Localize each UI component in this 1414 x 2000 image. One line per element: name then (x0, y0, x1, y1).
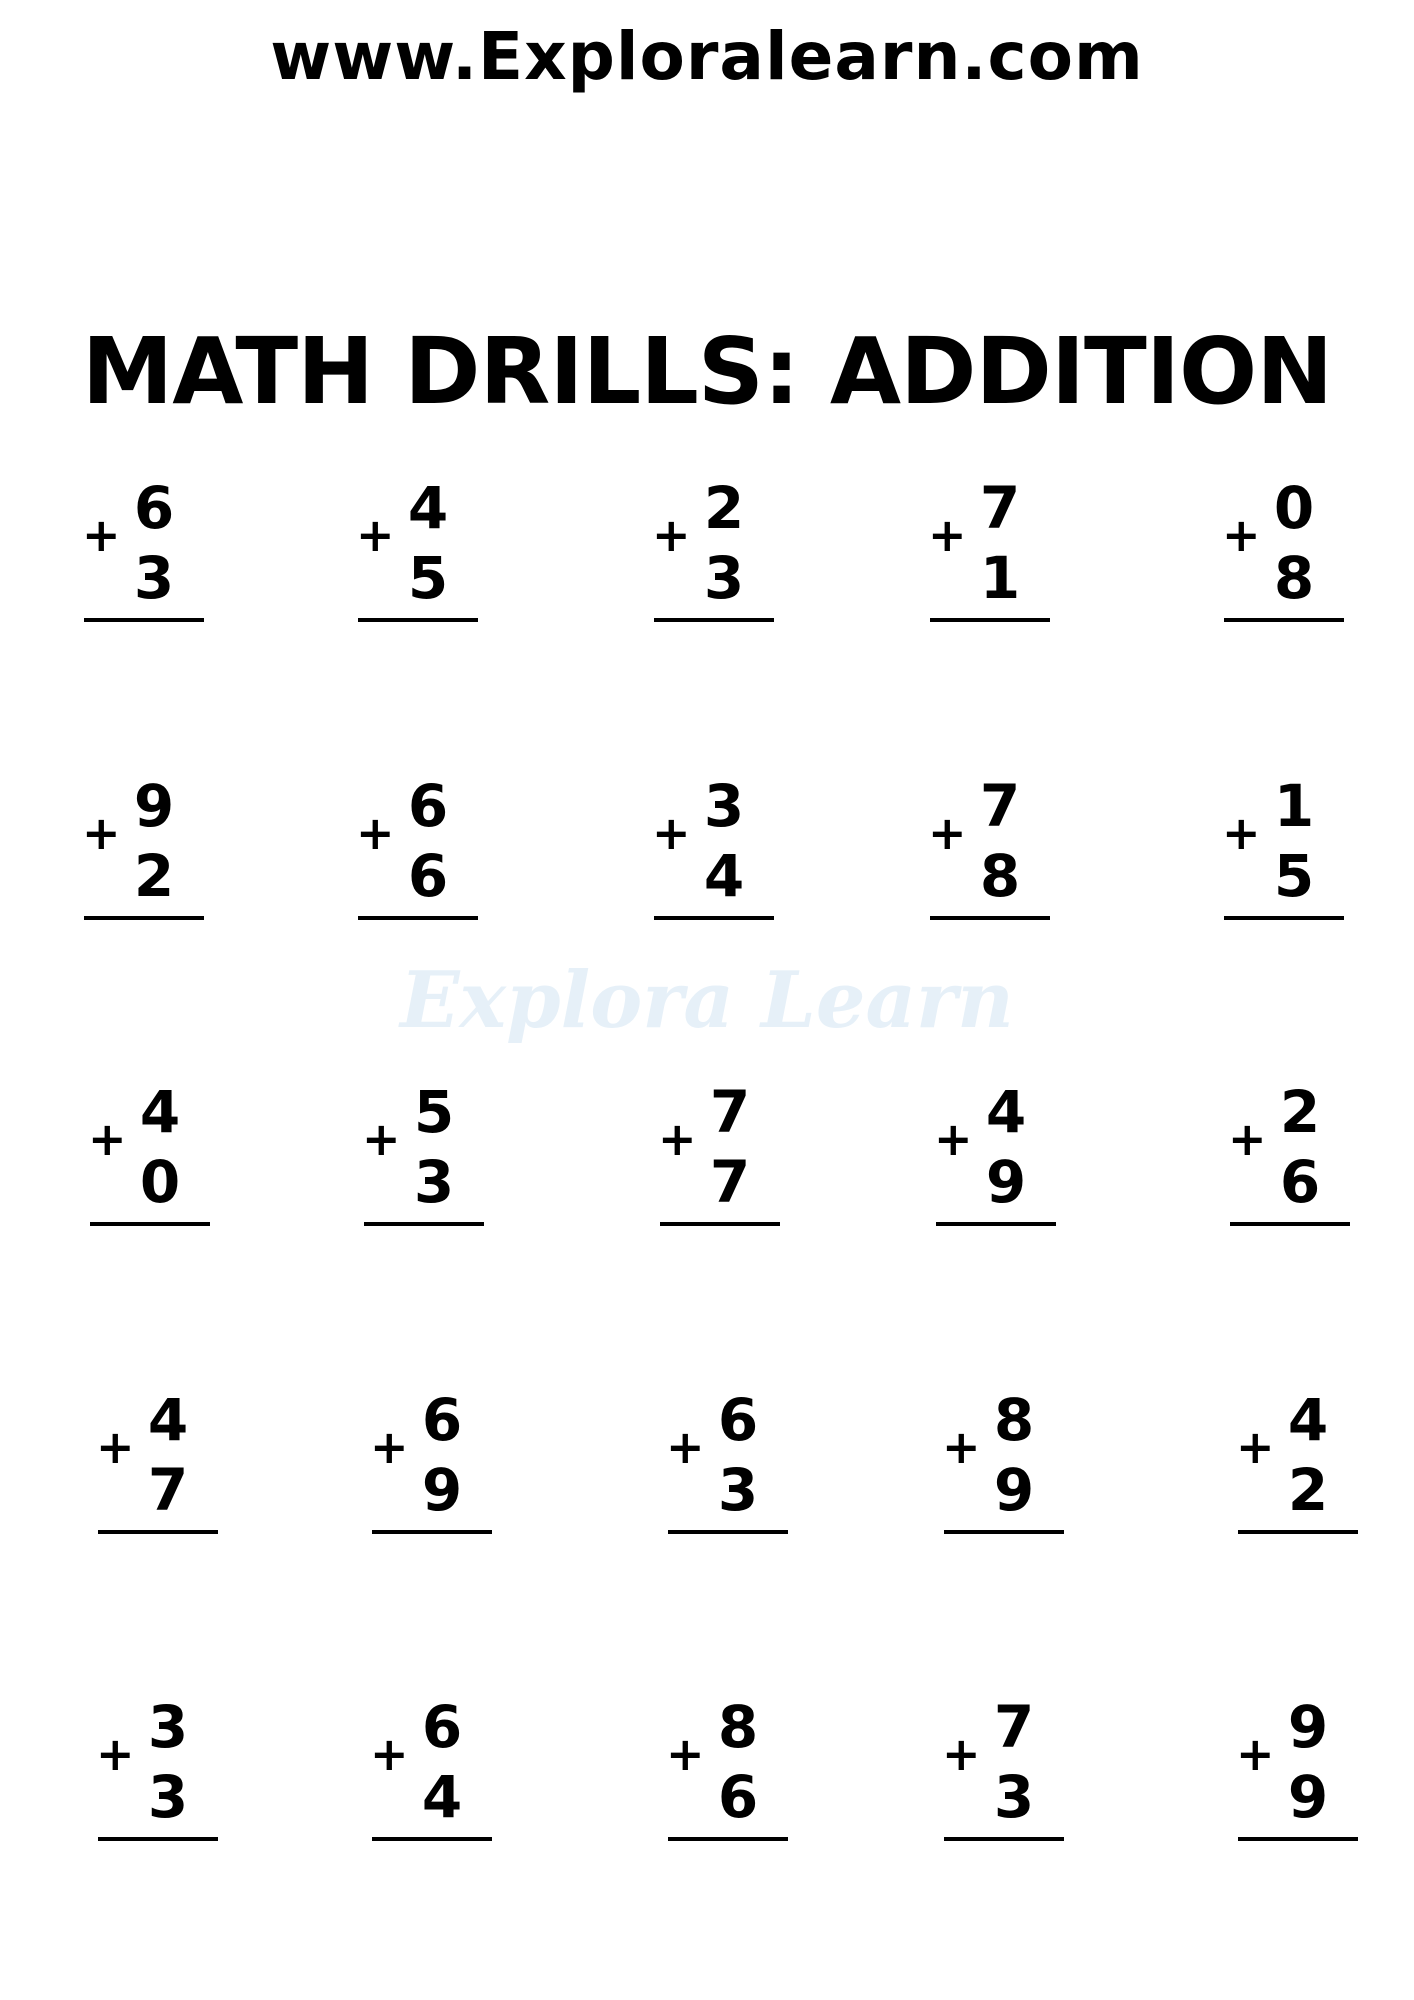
addend-bottom: 3 (133, 544, 175, 612)
plus-sign: + (96, 1727, 135, 1781)
addition-problem (82, 474, 204, 618)
addition-problem (356, 772, 478, 916)
addend-top: 6 (407, 772, 449, 840)
plus-sign: + (652, 508, 691, 562)
addition-problem (362, 1078, 484, 1222)
addend-top: 6 (421, 1693, 463, 1761)
addend-top: 2 (1279, 1078, 1321, 1146)
plus-sign: + (82, 508, 121, 562)
addition-problem (370, 1693, 492, 1837)
addend-bottom: 1 (979, 544, 1021, 612)
answer-line[interactable] (84, 916, 204, 920)
answer-line[interactable] (654, 618, 774, 622)
addend-top: 4 (139, 1078, 181, 1146)
plus-sign: + (1222, 508, 1261, 562)
addition-problem (370, 1386, 492, 1530)
addition-problem (1236, 1386, 1358, 1530)
addition-problem (82, 772, 204, 916)
plus-sign: + (1236, 1727, 1275, 1781)
answer-line[interactable] (1238, 1837, 1358, 1841)
answer-line[interactable] (660, 1222, 780, 1226)
plus-sign: + (1228, 1112, 1267, 1166)
addition-problem (96, 1386, 218, 1530)
answer-line[interactable] (98, 1530, 218, 1534)
answer-line[interactable] (358, 618, 478, 622)
plus-sign: + (652, 806, 691, 860)
addend-top: 7 (979, 474, 1021, 542)
answer-line[interactable] (372, 1530, 492, 1534)
addend-bottom: 8 (1273, 544, 1315, 612)
addend-top: 3 (703, 772, 745, 840)
addition-problem (928, 474, 1050, 618)
addition-problem (1228, 1078, 1350, 1222)
addend-bottom: 3 (993, 1763, 1035, 1831)
addend-top: 6 (717, 1386, 759, 1454)
addend-top: 6 (133, 474, 175, 542)
plus-sign: + (928, 806, 967, 860)
answer-line[interactable] (1230, 1222, 1350, 1226)
addend-top: 5 (413, 1078, 455, 1146)
addition-problem (356, 474, 478, 618)
answer-line[interactable] (98, 1837, 218, 1841)
plus-sign: + (362, 1112, 401, 1166)
addend-top: 9 (133, 772, 175, 840)
addend-top: 4 (147, 1386, 189, 1454)
addend-bottom: 8 (979, 842, 1021, 910)
addition-problem (1222, 772, 1344, 916)
addend-top: 4 (1287, 1386, 1329, 1454)
addend-top: 7 (979, 772, 1021, 840)
addend-top: 7 (993, 1693, 1035, 1761)
plus-sign: + (356, 508, 395, 562)
answer-line[interactable] (1224, 916, 1344, 920)
answer-line[interactable] (358, 916, 478, 920)
addition-problem (666, 1386, 788, 1530)
plus-sign: + (96, 1420, 135, 1474)
plus-sign: + (370, 1727, 409, 1781)
addition-problem (934, 1078, 1056, 1222)
addition-problem (928, 772, 1050, 916)
answer-line[interactable] (84, 618, 204, 622)
addend-bottom: 7 (147, 1456, 189, 1524)
plus-sign: + (928, 508, 967, 562)
addition-problem (1236, 1693, 1358, 1837)
plus-sign: + (82, 806, 121, 860)
plus-sign: + (370, 1420, 409, 1474)
addition-problem (942, 1386, 1064, 1530)
addition-problem (666, 1693, 788, 1837)
answer-line[interactable] (944, 1530, 1064, 1534)
addend-bottom: 4 (421, 1763, 463, 1831)
answer-line[interactable] (668, 1530, 788, 1534)
answer-line[interactable] (930, 618, 1050, 622)
plus-sign: + (666, 1727, 705, 1781)
addend-bottom: 2 (1287, 1456, 1329, 1524)
addend-bottom: 4 (703, 842, 745, 910)
addend-bottom: 9 (993, 1456, 1035, 1524)
addend-top: 4 (407, 474, 449, 542)
addition-problem (942, 1693, 1064, 1837)
answer-line[interactable] (654, 916, 774, 920)
answer-line[interactable] (90, 1222, 210, 1226)
answer-line[interactable] (1238, 1530, 1358, 1534)
addend-top: 1 (1273, 772, 1315, 840)
site-url: www.Exploralearn.com (270, 18, 1144, 95)
answer-line[interactable] (668, 1837, 788, 1841)
addend-bottom: 6 (717, 1763, 759, 1831)
addend-top: 9 (1287, 1693, 1329, 1761)
plus-sign: + (942, 1727, 981, 1781)
addend-bottom: 3 (413, 1148, 455, 1216)
addend-bottom: 3 (717, 1456, 759, 1524)
addend-bottom: 5 (407, 544, 449, 612)
answer-line[interactable] (364, 1222, 484, 1226)
page-title: MATH DRILLS: ADDITION (81, 318, 1333, 425)
addition-problem (1222, 474, 1344, 618)
plus-sign: + (658, 1112, 697, 1166)
addend-bottom: 7 (709, 1148, 751, 1216)
answer-line[interactable] (372, 1837, 492, 1841)
answer-line[interactable] (944, 1837, 1064, 1841)
addition-problem (652, 474, 774, 618)
addend-bottom: 9 (421, 1456, 463, 1524)
addition-problem (652, 772, 774, 916)
answer-line[interactable] (936, 1222, 1056, 1226)
addition-problem (658, 1078, 780, 1222)
plus-sign: + (666, 1420, 705, 1474)
answer-line[interactable] (1224, 618, 1344, 622)
addend-bottom: 3 (703, 544, 745, 612)
plus-sign: + (1236, 1420, 1275, 1474)
addition-problem (88, 1078, 210, 1222)
plus-sign: + (1222, 806, 1261, 860)
addition-problem (96, 1693, 218, 1837)
addend-bottom: 5 (1273, 842, 1315, 910)
addend-bottom: 0 (139, 1148, 181, 1216)
addend-bottom: 2 (133, 842, 175, 910)
addend-top: 7 (709, 1078, 751, 1146)
addend-top: 6 (421, 1386, 463, 1454)
addend-top: 0 (1273, 474, 1315, 542)
addend-top: 2 (703, 474, 745, 542)
plus-sign: + (942, 1420, 981, 1474)
addend-bottom: 9 (985, 1148, 1027, 1216)
plus-sign: + (934, 1112, 973, 1166)
addend-bottom: 9 (1287, 1763, 1329, 1831)
addend-top: 8 (717, 1693, 759, 1761)
plus-sign: + (88, 1112, 127, 1166)
addend-top: 3 (147, 1693, 189, 1761)
watermark: Explora Learn (400, 955, 1014, 1046)
addend-bottom: 3 (147, 1763, 189, 1831)
answer-line[interactable] (930, 916, 1050, 920)
addend-bottom: 6 (407, 842, 449, 910)
addend-bottom: 6 (1279, 1148, 1321, 1216)
addend-top: 8 (993, 1386, 1035, 1454)
addend-top: 4 (985, 1078, 1027, 1146)
plus-sign: + (356, 806, 395, 860)
